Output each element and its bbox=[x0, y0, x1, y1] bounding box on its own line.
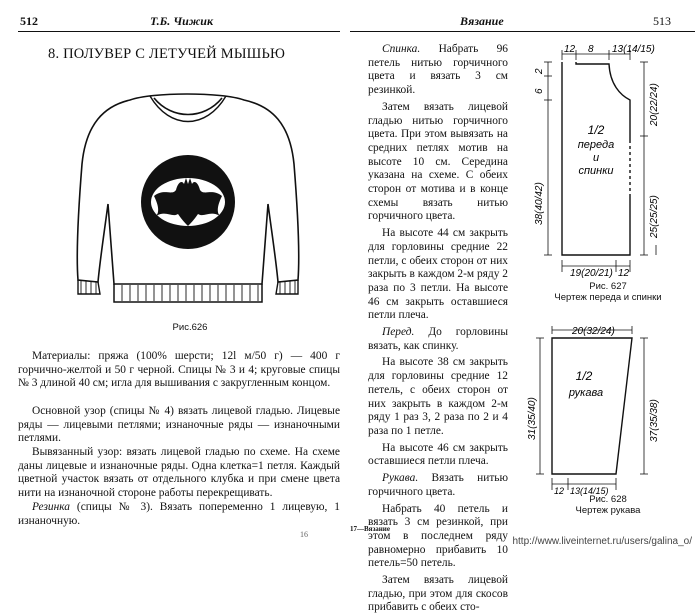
left-page bbox=[0, 0, 343, 551]
fig627-bottom-2: 12 bbox=[618, 268, 630, 279]
article-title: 8. ПОЛУВЕР С ЛЕТУЧЕЙ МЫШЬЮ bbox=[48, 46, 286, 62]
fig627-top-1: 12 bbox=[564, 44, 576, 55]
sleeves-label: Рукава. bbox=[382, 472, 419, 485]
fig628-top: 20(32/24) bbox=[572, 326, 615, 337]
header-rule bbox=[18, 31, 340, 32]
fig628-bottom-2: 13(14/15) bbox=[570, 486, 609, 496]
fig627-center-2: переда bbox=[577, 139, 615, 151]
left-footer-number: 16 bbox=[300, 530, 308, 539]
signature-mark: 17—Вязание bbox=[350, 525, 390, 533]
rib-paragraph bbox=[18, 501, 340, 528]
sleeves-text: Вязать нитью горчичного цвета. bbox=[368, 472, 508, 498]
fig627-top-2: 8 bbox=[588, 44, 594, 55]
stockinette-paragraph: Затем вязать лицевой гладью нитью горчичного цвета. При этом вывязать на средних петлях мотив на высоте 10 см. Середина указана на схеме. С обеих сторон от мотива и в конце схемы вязать нитью горчичного цвета. bbox=[368, 100, 508, 223]
back-text: Набрать 96 петель нитью горчичного цвета и вязать 3 см резинкой. bbox=[368, 43, 508, 97]
shoulder-paragraph: На высоте 46 см закрыть оставшиеся петли плеча. bbox=[368, 441, 508, 468]
front-paragraph bbox=[368, 326, 508, 353]
front-text: До горловины вязать, как спинку. bbox=[368, 326, 508, 352]
fig628-caption-number: Рис. 628 bbox=[589, 494, 627, 505]
front-label: Перед. bbox=[382, 326, 415, 339]
neckline-back-paragraph: На высоте 44 см закрыть для горловины средние 22 петли, с обеих сторон от них закрыть в каждом 2-м ряду 2 раза по 3 петли. На высоте 46 см закрыть оставшиеся петли плеча. bbox=[368, 227, 508, 322]
right-page-number: 513 bbox=[653, 14, 671, 28]
fig627-caption-text: Чертеж переда и спинки bbox=[554, 292, 662, 303]
fig628-center-2: рукава bbox=[568, 387, 604, 399]
rib-text: (спицы № 3). Вязать попеременно 1 лицевую, 1 изнаночную. bbox=[18, 501, 340, 527]
figure-626-caption: Рис.626 bbox=[172, 322, 208, 333]
fig627-center-1: 1/2 bbox=[587, 123, 605, 137]
materials-paragraph: Материалы: пряжа (100% шерсти; 12l м/50 г) — 400 г горчично-желтой и 50 г черной. Спицы № 3 и 4; круговые спицы № 3 длиной 40 см; игла для вышивания с закругленным концом. bbox=[18, 350, 340, 390]
rib-label: Резинка bbox=[32, 501, 70, 513]
right-page bbox=[350, 0, 700, 614]
fig628-bottom-1: 12 bbox=[554, 486, 565, 496]
motif-pattern-paragraph: Вывязанный узор: вязать лицевой гладью по схеме. На схеме даны лицевые и изнаночные ряды. Одна клетка=1 петля. Каждый цветной участок вязать от отдельного клубка и при смене цвета нити на изнаночной стороне работы перекрещивать. bbox=[18, 446, 340, 500]
fig628-left: 31(35/40) bbox=[527, 397, 538, 440]
cast-on-paragraph: Набрать 40 петель и вязать 3 см резинкой, при этом в последнем ряду равномерно прибавить 10 петель=50 петель. bbox=[368, 502, 508, 570]
neckline-front-paragraph: На высоте 38 см закрыть для горловины средние 12 петель, с обеих сторон от них закрыть в каждом 2-м ряду 1 раз 3, 2 раза по 2 и 4 раза по 1 петле. bbox=[368, 356, 508, 437]
fig627-left-1: 2 bbox=[534, 68, 545, 74]
fig628-right: 37(35/38) bbox=[649, 399, 660, 442]
fig627-center-4: спинки bbox=[578, 165, 614, 177]
left-page-number: 512 bbox=[20, 14, 38, 28]
watermark-url: http://www.liveinternet.ru/users/galina_o/ bbox=[512, 536, 692, 547]
right-running-head: Вязание bbox=[460, 14, 504, 28]
increase-paragraph: Затем вязать лицевой гладью, при этом для скосов прибавить с обеих сто- bbox=[368, 574, 508, 614]
back-paragraph bbox=[368, 43, 508, 98]
left-running-head: Т.Б. Чижик bbox=[150, 14, 214, 28]
fig627-top-3: 13(14/15) bbox=[612, 44, 655, 55]
figure-628-schematic bbox=[512, 322, 697, 502]
fig627-caption-number: Рис. 627 bbox=[589, 281, 627, 292]
figure-628-caption bbox=[528, 494, 688, 516]
header-rule-right bbox=[350, 31, 695, 32]
fig627-left-3: 38(40/42) bbox=[534, 182, 545, 225]
fig627-bottom-1: 19(20/21) bbox=[570, 268, 613, 279]
fig627-left-2: 6 bbox=[534, 88, 545, 94]
back-label: Спинка. bbox=[382, 43, 421, 55]
fig627-center-3: и bbox=[592, 152, 600, 164]
sleeves-paragraph bbox=[368, 472, 508, 499]
sweater-illustration bbox=[72, 84, 304, 314]
figure-627-schematic bbox=[512, 40, 697, 288]
fig628-center-1: 1/2 bbox=[575, 369, 593, 383]
fig628-caption-text: Чертеж рукава bbox=[575, 505, 641, 516]
fig627-right-2: 25(25/25) bbox=[649, 195, 660, 238]
main-pattern-paragraph: Основной узор (спицы № 4) вязать лицевой гладью. Лицевые ряды — лицевыми петлями; изнаночные ряды — изнаночными петлями. bbox=[18, 405, 340, 445]
figure-627-caption bbox=[528, 281, 688, 303]
fig627-right-1: 20(22/24) bbox=[649, 83, 660, 126]
